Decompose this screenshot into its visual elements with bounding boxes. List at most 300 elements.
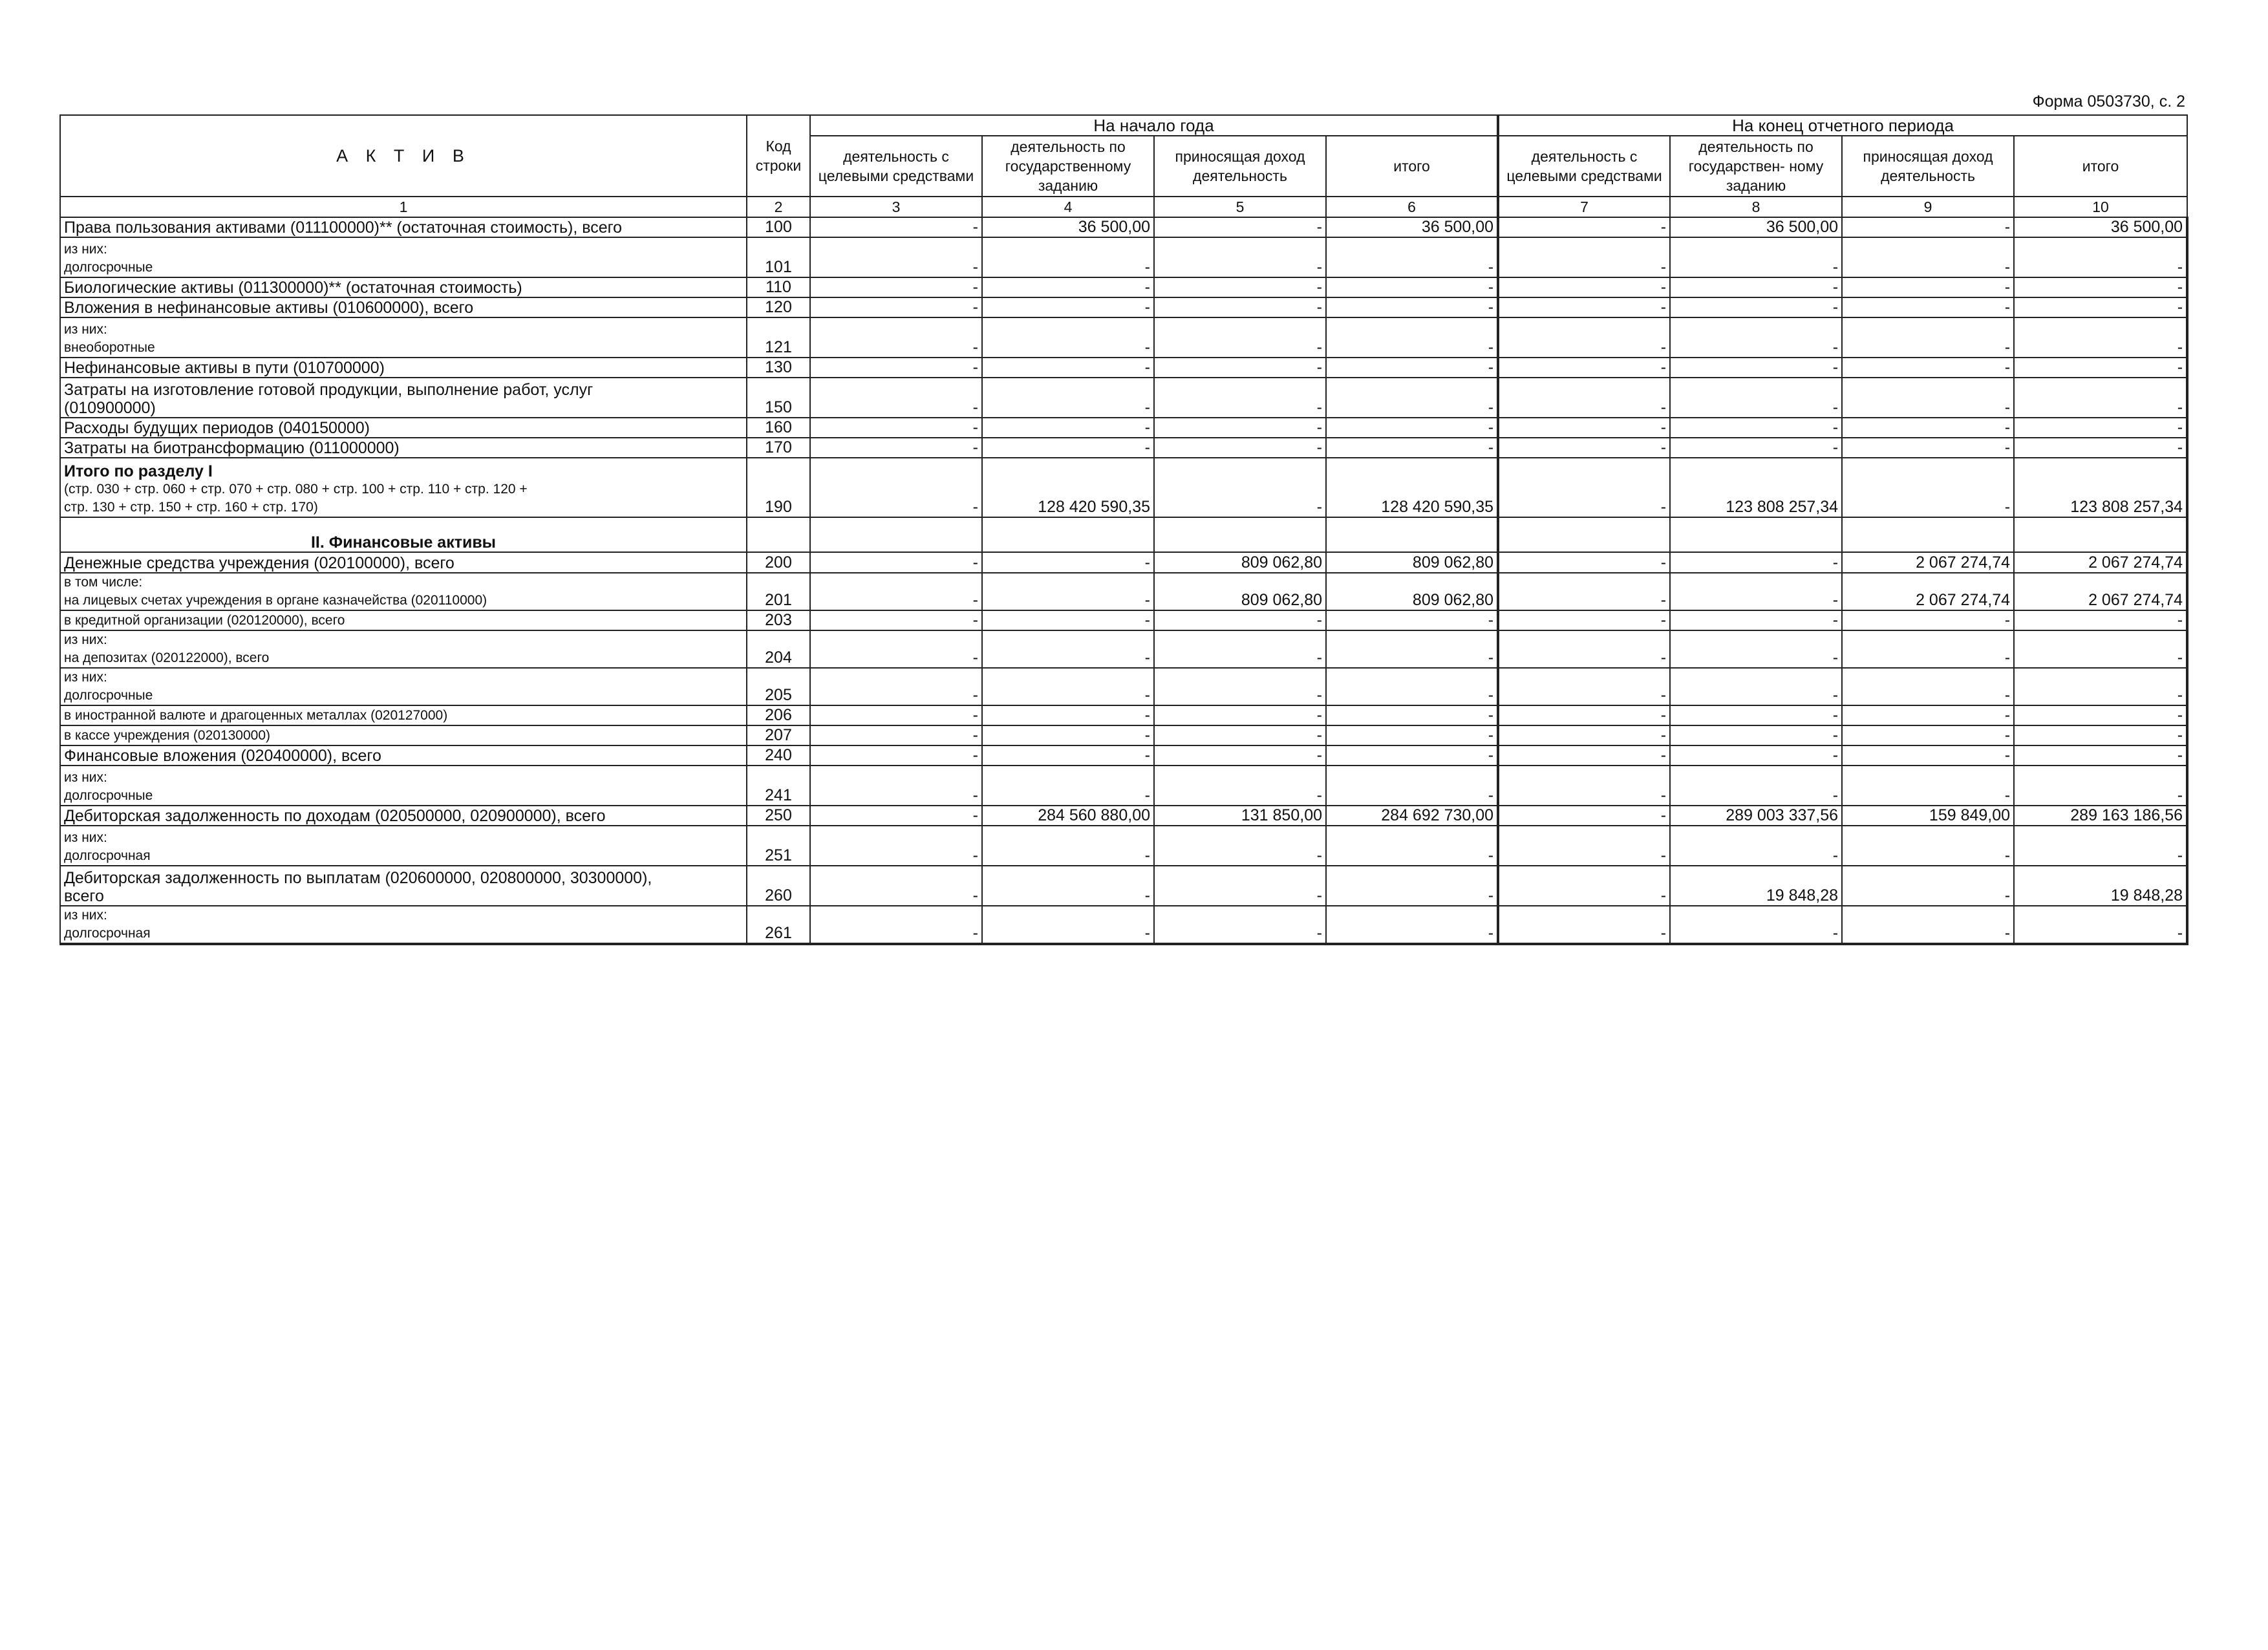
row-label-line: из них: [64,632,107,647]
value-cell: - [1326,906,1498,944]
row-label [60,866,747,906]
row-label [60,297,747,317]
row-label [60,277,747,297]
value-cell: - [2014,745,2187,766]
row-label [60,217,747,237]
value-cell: - [1498,297,1670,317]
value-cell: - [1154,766,1326,806]
value-cell: - [810,552,982,573]
value-cell: - [1498,668,1670,705]
value-cell: - [1498,573,1670,610]
row-code: 121 [747,317,810,358]
value-cell: - [982,630,1154,668]
value-cell: 123 808 257,34 [1670,458,1842,517]
row-label-line: Расходы будущих периодов (040150000) [64,419,370,437]
value-cell: 19 848,28 [2014,866,2187,906]
value-cell: - [982,237,1154,277]
table-row [60,358,2187,378]
value-cell: - [1842,237,2014,277]
value-cell: - [1498,217,1670,237]
value-cell: - [1670,725,1842,745]
row-label-line: в кассе учреждения (020130000) [64,728,271,743]
value-cell: 123 808 257,34 [2014,458,2187,517]
value-cell: - [982,610,1154,630]
table-row [60,438,2187,458]
empty-cell [747,517,810,552]
value-cell: - [2014,906,2187,944]
table-row [60,297,2187,317]
value-cell: - [2014,668,2187,705]
value-cell: 2 067 274,74 [1842,552,2014,573]
row-label-line: на депозитах (020122000), всего [64,650,270,665]
row-code: 190 [747,458,810,517]
row-code: 120 [747,297,810,317]
value-cell: - [810,906,982,944]
empty-cell [1670,517,1842,552]
row-code: 206 [747,705,810,725]
row-code: 251 [747,826,810,866]
start-col-target: деятельность с целевыми средствами [810,136,982,197]
value-cell: - [810,705,982,725]
value-cell: - [1670,237,1842,277]
value-cell: - [1842,826,2014,866]
value-cell: - [982,745,1154,766]
value-cell: 809 062,80 [1326,552,1498,573]
table-row [60,237,2187,277]
value-cell: - [1670,438,1842,458]
end-of-period-header: На конец отчетного периода [1498,115,2187,136]
table-row [60,458,2187,517]
table-row [60,826,2187,866]
value-cell: - [982,725,1154,745]
table-row [60,418,2187,438]
value-cell: - [1154,705,1326,725]
value-cell: - [1154,630,1326,668]
row-label-line: в том числе: [64,575,143,590]
value-cell: - [1326,826,1498,866]
value-cell: - [1670,552,1842,573]
value-cell: - [1326,630,1498,668]
row-label [60,237,747,277]
value-cell: - [810,237,982,277]
value-cell: - [810,573,982,610]
value-cell: - [982,297,1154,317]
value-cell: 159 849,00 [1842,806,2014,826]
table-row [60,317,2187,358]
value-cell: 809 062,80 [1154,573,1326,610]
value-cell: - [2014,237,2187,277]
value-cell: - [982,866,1154,906]
value-cell: - [1842,725,2014,745]
value-cell: - [1154,217,1326,237]
value-cell: - [1326,610,1498,630]
table-row [60,552,2187,573]
value-cell: - [2014,630,2187,668]
row-code: 260 [747,866,810,906]
row-label-line: долгосрочные [64,788,153,803]
row-code: 200 [747,552,810,573]
row-code: 101 [747,237,810,277]
value-cell: - [1670,668,1842,705]
value-cell: 2 067 274,74 [2014,573,2187,610]
table-row [60,806,2187,826]
empty-cell [2014,517,2187,552]
row-label-line: Вложения в нефинансовые активы (010600000), всего [64,299,474,317]
empty-cell [1498,517,1670,552]
value-cell: - [1498,237,1670,277]
row-code: 250 [747,806,810,826]
row-label [60,610,747,630]
row-label-line: (010900000) [64,399,156,417]
value-cell: - [810,217,982,237]
value-cell: - [1670,297,1842,317]
column-number: 8 [1670,197,1842,217]
row-label [60,725,747,745]
column-number: 1 [60,197,747,217]
row-label-line: Итого по разделу I [64,462,213,480]
row-code: 240 [747,745,810,766]
row-label-line: (стр. 030 + стр. 060 + стр. 070 + стр. 080 + стр. 100 + стр. 110 + стр. 120 + [64,482,528,497]
value-cell: - [2014,378,2187,418]
value-cell: - [1154,668,1326,705]
value-cell: 2 067 274,74 [2014,552,2187,573]
value-cell: - [982,277,1154,297]
value-cell: - [810,866,982,906]
row-label-line: долгосрочные [64,260,153,275]
value-cell: - [2014,418,2187,438]
row-label [60,668,747,705]
row-label [60,806,747,826]
value-cell: - [982,358,1154,378]
value-cell: - [810,317,982,358]
value-cell: 36 500,00 [1326,217,1498,237]
row-label-line: из них: [64,242,107,257]
empty-cell [982,517,1154,552]
row-label-line: из них: [64,670,107,685]
value-cell: - [1670,906,1842,944]
table-row [60,705,2187,725]
value-cell: - [1498,866,1670,906]
value-cell: - [1842,610,2014,630]
value-cell: - [1498,806,1670,826]
value-cell: - [982,317,1154,358]
table-row [60,277,2187,297]
value-cell: - [1498,418,1670,438]
value-cell: - [1498,358,1670,378]
value-cell: - [2014,725,2187,745]
value-cell: - [810,725,982,745]
row-label-line: долгосрочная [64,848,151,863]
value-cell: - [1326,418,1498,438]
value-cell: 19 848,28 [1670,866,1842,906]
value-cell: - [2014,610,2187,630]
value-cell: - [1498,705,1670,725]
row-label-line: Биологические активы (011300000)** (остаточная стоимость) [64,279,522,297]
value-cell: - [1842,458,2014,517]
value-cell: - [1842,438,2014,458]
row-code: 205 [747,668,810,705]
value-cell: - [1154,438,1326,458]
value-cell: - [982,906,1154,944]
value-cell: - [1498,725,1670,745]
value-cell: - [1326,725,1498,745]
row-label [60,418,747,438]
value-cell: - [1670,358,1842,378]
value-cell: 284 560 880,00 [982,806,1154,826]
code-header: Код строки [747,115,810,197]
empty-cell [810,517,982,552]
start-col-total: итого [1326,136,1498,197]
row-label [60,745,747,766]
row-label-line: долгосрочная [64,926,151,941]
value-cell: - [1154,277,1326,297]
row-code: 100 [747,217,810,237]
value-cell: - [1154,297,1326,317]
form-label: Форма 0503730, с. 2 [2032,92,2185,111]
row-label [60,378,747,418]
value-cell: - [982,766,1154,806]
value-cell: - [810,438,982,458]
row-code: 201 [747,573,810,610]
value-cell: - [810,418,982,438]
value-cell: - [1326,317,1498,358]
row-label-line: из них: [64,830,107,845]
table-row [60,668,2187,705]
value-cell: - [810,826,982,866]
row-code: 261 [747,906,810,944]
value-cell: - [1154,237,1326,277]
balance-table [59,114,2188,945]
value-cell: - [1326,668,1498,705]
row-label-line: Финансовые вложения (020400000), всего [64,747,381,765]
value-cell: - [2014,438,2187,458]
value-cell: 131 850,00 [1154,806,1326,826]
section-title: II. Финансовые активы [60,517,747,552]
row-code: 160 [747,418,810,438]
column-numbers-row [60,197,2187,217]
value-cell: - [2014,297,2187,317]
row-code: 170 [747,438,810,458]
value-cell: - [810,378,982,418]
row-label-line: Права пользования активами (011100000)** (остаточная стоимость), всего [64,219,623,237]
value-cell: - [1670,277,1842,297]
value-cell: - [2014,358,2187,378]
row-label-line: долгосрочные [64,688,153,703]
value-cell: 128 420 590,35 [982,458,1154,517]
column-number: 7 [1498,197,1670,217]
row-label [60,630,747,668]
value-cell: 128 420 590,35 [1326,458,1498,517]
start-of-year-header: На начало года [810,115,1498,136]
row-code: 203 [747,610,810,630]
empty-cell [1842,517,2014,552]
value-cell: 289 163 186,56 [2014,806,2187,826]
row-label [60,317,747,358]
value-cell: - [1670,418,1842,438]
value-cell: - [810,745,982,766]
value-cell: - [1154,745,1326,766]
table-row [60,766,2187,806]
value-cell: - [1326,378,1498,418]
row-label [60,705,747,725]
value-cell: - [982,826,1154,866]
row-label [60,906,747,944]
value-cell: - [1154,610,1326,630]
value-cell: - [1842,906,2014,944]
value-cell: - [1842,317,2014,358]
row-label-line: Денежные средства учреждения (020100000), всего [64,554,455,572]
table-row [60,745,2187,766]
value-cell: - [1326,297,1498,317]
start-col-state-task: деятельность по государственному заданию [982,136,1154,197]
value-cell: - [1842,297,2014,317]
row-label [60,458,747,517]
value-cell: - [1842,866,2014,906]
table-body [60,217,2187,944]
value-cell: - [1326,237,1498,277]
value-cell: 36 500,00 [2014,217,2187,237]
value-cell: - [1154,826,1326,866]
value-cell: - [810,610,982,630]
end-col-state-task: деятельность по государствен- ному заданию [1670,136,1842,197]
value-cell: - [1326,705,1498,725]
row-code: 207 [747,725,810,745]
value-cell: - [1842,745,2014,766]
row-code: 150 [747,378,810,418]
value-cell: - [1326,766,1498,806]
value-cell: 809 062,80 [1326,573,1498,610]
row-label-line: в кредитной организации (020120000), всего [64,613,345,628]
value-cell: - [1498,630,1670,668]
value-cell: - [810,458,982,517]
table-row [60,610,2187,630]
value-cell: - [1670,573,1842,610]
row-label [60,438,747,458]
row-label-line: всего [64,887,104,905]
table-row [60,906,2187,944]
value-cell: - [1326,745,1498,766]
row-code: 241 [747,766,810,806]
value-cell: - [1670,826,1842,866]
table-row [60,378,2187,418]
value-cell: - [1670,745,1842,766]
row-label-line: стр. 130 + стр. 150 + стр. 160 + стр. 170) [64,500,318,515]
value-cell: - [1842,378,2014,418]
row-label-line: из них: [64,770,107,785]
table-row [60,573,2187,610]
value-cell: - [1498,317,1670,358]
value-cell: - [982,418,1154,438]
value-cell: - [2014,766,2187,806]
value-cell: - [982,552,1154,573]
end-col-income: приносящая доход деятельность [1842,136,2014,197]
row-label-line: из них: [64,322,107,337]
row-label-line: из них: [64,908,107,923]
empty-cell [1326,517,1498,552]
value-cell: - [1498,906,1670,944]
value-cell: - [1154,906,1326,944]
start-col-income: приносящая доход деятельность [1154,136,1326,197]
value-cell: - [1498,378,1670,418]
value-cell: - [2014,317,2187,358]
value-cell: 809 062,80 [1154,552,1326,573]
empty-cell [1154,517,1326,552]
value-cell: - [1154,725,1326,745]
value-cell: 36 500,00 [1670,217,1842,237]
value-cell: - [1498,610,1670,630]
value-cell: - [1498,745,1670,766]
value-cell: - [1670,766,1842,806]
row-label [60,552,747,573]
row-label-line: Дебиторская задолженность по выплатам (020600000, 020800000, 30300000), [64,869,652,887]
value-cell: - [1842,277,2014,297]
row-label-line: внеоборотные [64,340,155,355]
value-cell: - [982,573,1154,610]
table-row [60,217,2187,237]
end-col-total: итого [2014,136,2187,197]
value-cell: - [1154,317,1326,358]
value-cell: - [1842,630,2014,668]
value-cell: - [810,766,982,806]
value-cell: - [1498,277,1670,297]
row-label [60,358,747,378]
value-cell: - [982,668,1154,705]
column-number: 10 [2014,197,2187,217]
value-cell: - [810,806,982,826]
row-label-line: на лицевых счетах учреждения в органе казначейства (020110000) [64,593,487,608]
value-cell: - [1842,418,2014,438]
value-cell: - [810,630,982,668]
value-cell: - [1498,438,1670,458]
section-header-row [60,517,2187,552]
column-number: 3 [810,197,982,217]
value-cell: 284 692 730,00 [1326,806,1498,826]
value-cell: - [1154,378,1326,418]
value-cell: - [810,358,982,378]
table-row [60,630,2187,668]
value-cell: - [982,438,1154,458]
column-number: 5 [1154,197,1326,217]
row-code: 130 [747,358,810,378]
value-cell: - [2014,277,2187,297]
value-cell: - [982,378,1154,418]
column-number: 4 [982,197,1154,217]
end-col-target: деятельность с целевыми средствами [1498,136,1670,197]
value-cell: - [1498,552,1670,573]
row-code: 110 [747,277,810,297]
value-cell: - [1326,277,1498,297]
value-cell: - [1498,458,1670,517]
value-cell: - [1154,358,1326,378]
value-cell: - [1842,668,2014,705]
value-cell: - [1154,418,1326,438]
value-cell: - [1326,358,1498,378]
value-cell: - [1670,630,1842,668]
value-cell: - [1670,317,1842,358]
row-label [60,573,747,610]
value-cell: - [2014,826,2187,866]
value-cell: - [1842,358,2014,378]
row-label-line: Затраты на биотрансформацию (011000000) [64,439,400,457]
row-label-line: Нефинансовые активы в пути (010700000) [64,359,385,377]
value-cell: - [1842,217,2014,237]
value-cell: - [2014,705,2187,725]
value-cell: - [810,277,982,297]
value-cell: - [1154,458,1326,517]
value-cell: - [1326,438,1498,458]
value-cell: - [1842,766,2014,806]
row-label-line: Дебиторская задолженность по доходам (020500000, 020900000), всего [64,807,606,825]
